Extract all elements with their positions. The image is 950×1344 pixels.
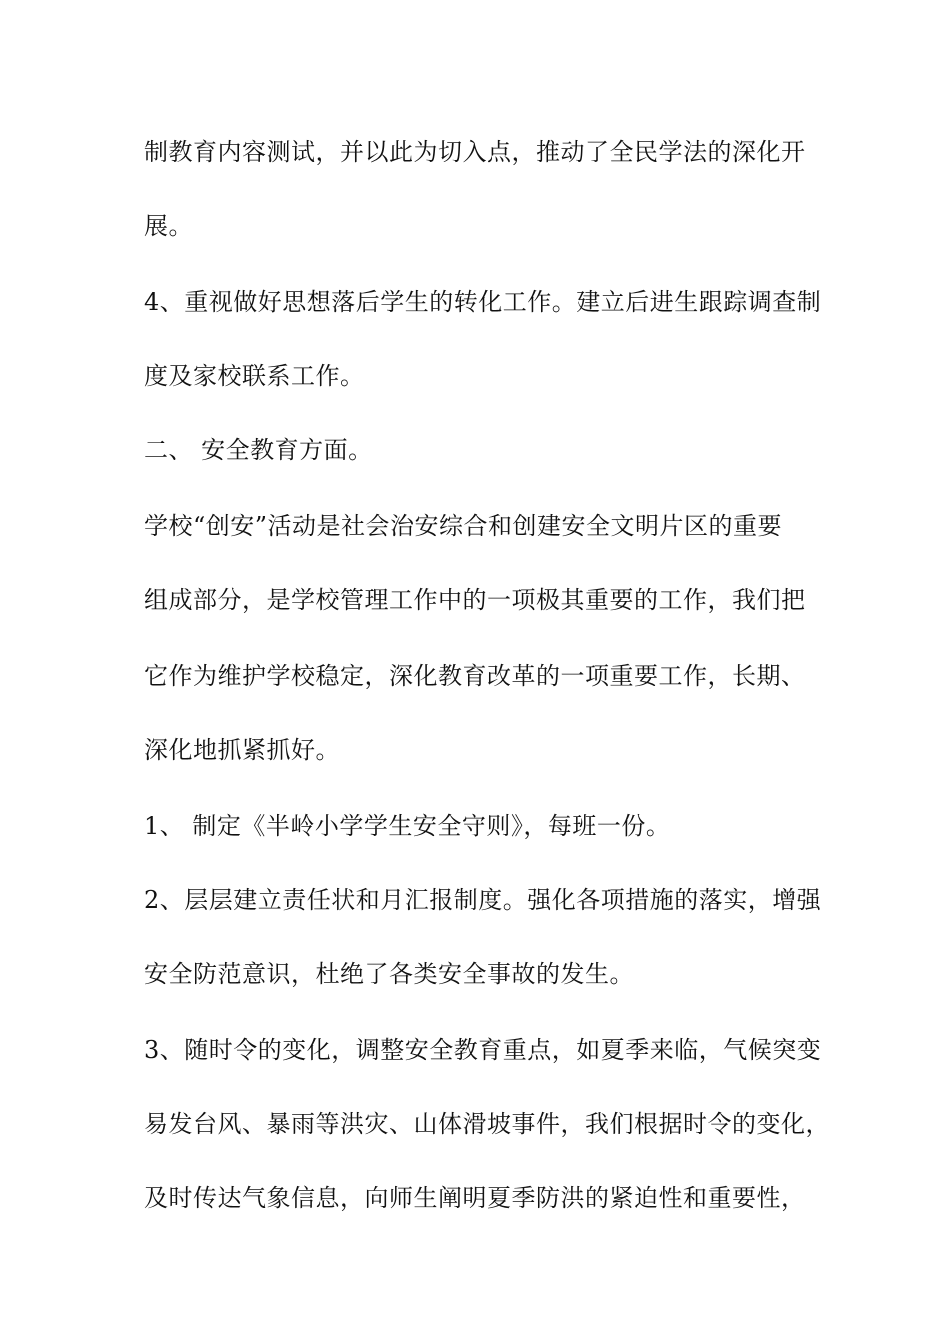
text-line: 2、层层建立责任状和月汇报制度。强化各项措施的落实，增强 [144,886,822,914]
text-line: 学校“创安”活动是社会治安综合和创建安全文明片区的重要 [144,512,783,540]
section-heading: 二、 安全教育方面。 [144,436,373,464]
text-line: 及时传达气象信息，向师生阐明夏季防洪的紧迫性和重要性， [144,1184,806,1212]
text-line: 度及家校联系工作。 [144,362,365,390]
text-line: 展。 [144,212,193,240]
text-line: 4、重视做好思想落后学生的转化工作。建立后进生跟踪调查制 [144,288,822,316]
text-line: 它作为维护学校稳定，深化教育改革的一项重要工作，长期、 [144,662,806,690]
text-line: 易发台风、暴雨等洪灾、山体滑坡事件，我们根据时令的变化， [144,1110,830,1138]
text-line: 安全防范意识，杜绝了各类安全事故的发生。 [144,960,634,988]
text-line: 3、随时令的变化，调整安全教育重点，如夏季来临，气候突变 [144,1036,822,1064]
text-line: 组成部分，是学校管理工作中的一项极其重要的工作，我们把 [144,586,806,614]
text-line: 制教育内容测试，并以此为切入点，推动了全民学法的深化开 [144,138,806,166]
text-line: 深化地抓紧抓好。 [144,736,340,764]
text-line: 1、 制定《半岭小学学生安全守则》，每班一份。 [144,812,671,840]
